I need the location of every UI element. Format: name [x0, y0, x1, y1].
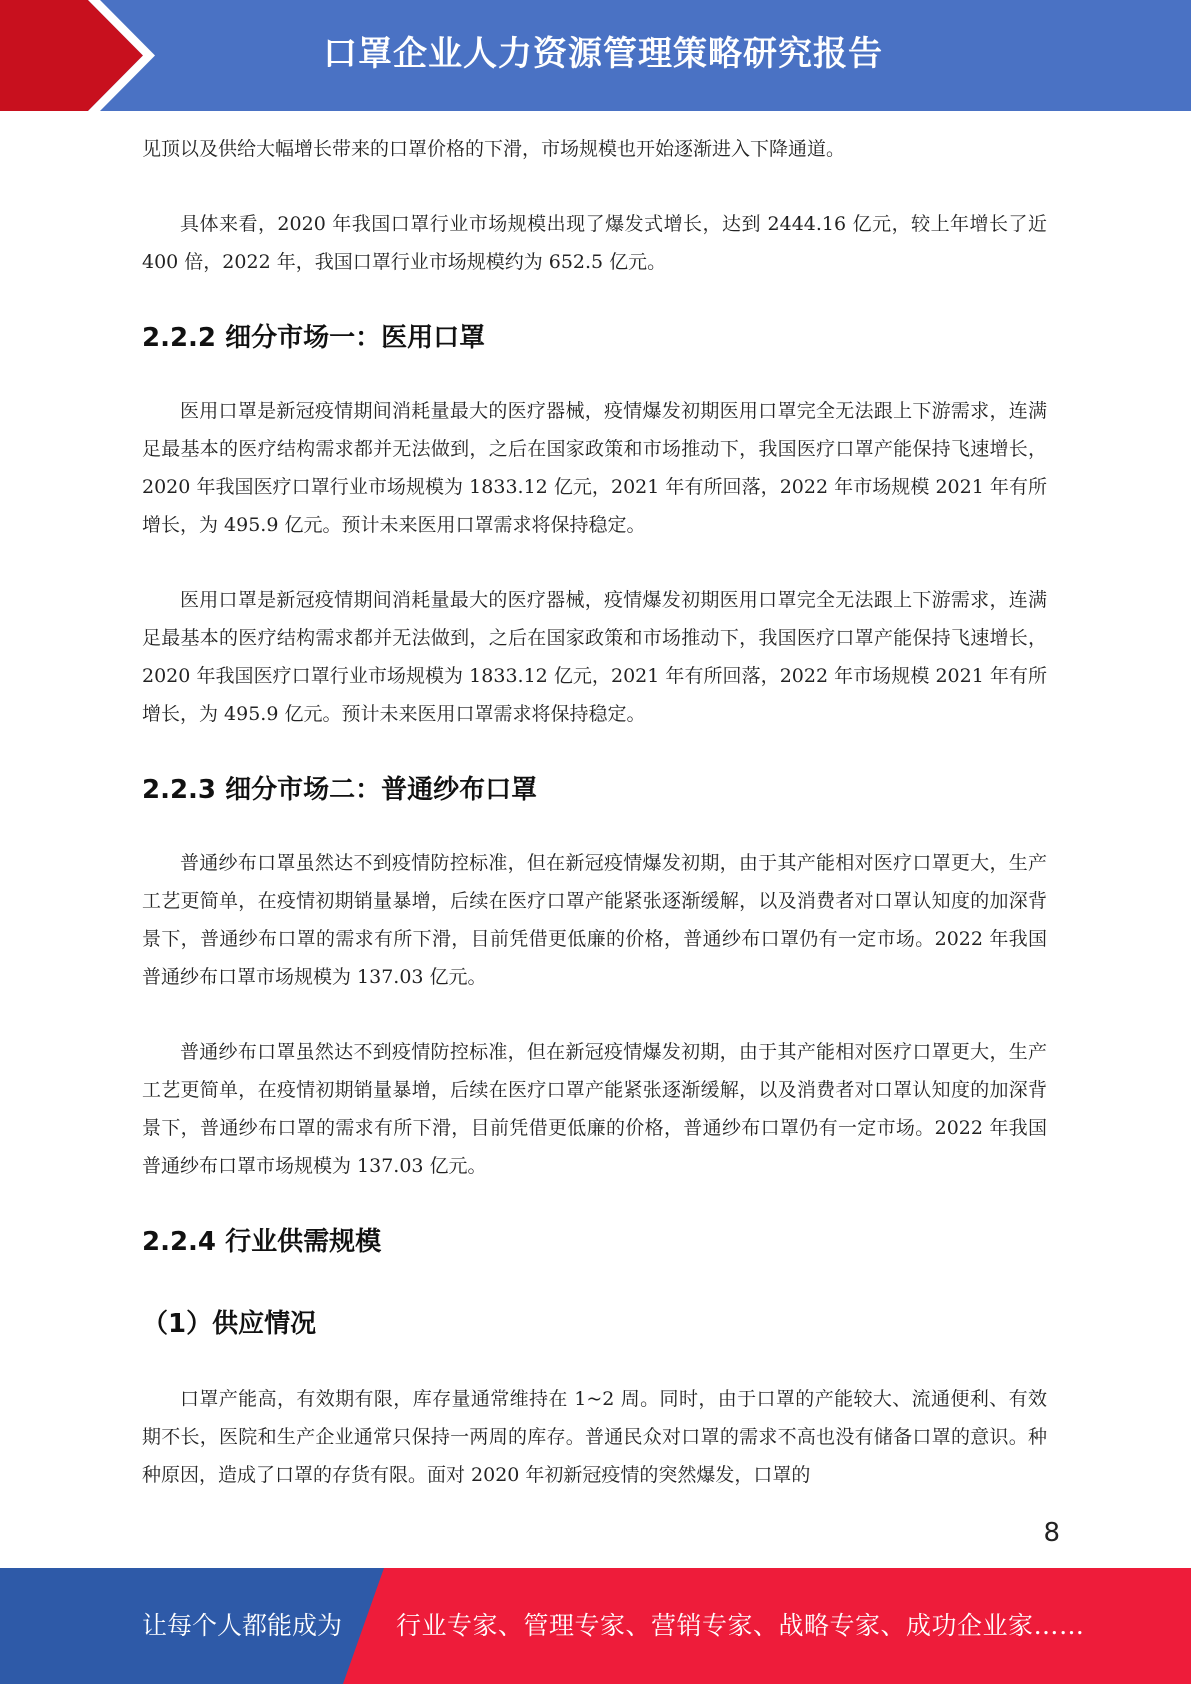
- page-number: 8: [1043, 1518, 1060, 1548]
- subsection-heading: （1）供应情况: [142, 1309, 317, 1339]
- paragraph: 口罩产能高，有效期有限，库存量通常维持在 1~2 周。同时，由于口罩的产能较大、流通便利、有效期不长，医院和生产企业通常只保持一两周的库存。普通民众对口罩的需求不高也没有储备口罩的意识。种种原因，造成了口罩的存货有限。面对 2020 年初新冠疫情的突然爆发，口罩的: [142, 1388, 1047, 1486]
- report-title: 口罩企业人力资源管理策略研究报告: [323, 34, 883, 74]
- section-heading: 2.2.2 细分市场一：医用口罩: [142, 323, 486, 353]
- paragraph: 医用口罩是新冠疫情期间消耗量最大的医疗器械，疫情爆发初期医用口罩完全无法跟上下游需求，连满足最基本的医疗结构需求都并无法做到，之后在国家政策和市场推动下，我国医疗口罩产能保持飞速增长，2020 年我国医疗口罩行业市场规模为 1833.12 亿元，2021 年有所回落，2022 年市场规模 2021 年有所增长，为 495.9 亿元。预计未来医用口罩需求将保持稳定。: [142, 589, 1047, 725]
- section-heading: 2.2.4 行业供需规模: [142, 1227, 382, 1257]
- page-content: [142, 130, 1047, 1494]
- paragraph: 医用口罩是新冠疫情期间消耗量最大的医疗器械，疫情爆发初期医用口罩完全无法跟上下游需求，连满足最基本的医疗结构需求都并无法做到，之后在国家政策和市场推动下，我国医疗口罩产能保持飞速增长，2020 年我国医疗口罩行业市场规模为 1833.12 亿元，2021 年有所回落，2022 年市场规模 2021 年有所增长，为 495.9 亿元。预计未来医用口罩需求将保持稳定。: [142, 400, 1047, 536]
- page-header: [0, 0, 1191, 111]
- page-footer: [0, 1568, 1191, 1684]
- paragraph: 普通纱布口罩虽然达不到疫情防控标准，但在新冠疫情爆发初期，由于其产能相对医疗口罩更大，生产工艺更简单，在疫情初期销量暴增，后续在医疗口罩产能紧张逐渐缓解，以及消费者对口罩认知度的加深背景下，普通纱布口罩的需求有所下滑，目前凭借更低廉的价格，普通纱布口罩仍有一定市场。2022 年我国普通纱布口罩市场规模为 137.03 亿元。: [142, 1041, 1047, 1177]
- paragraph: 见顶以及供给大幅增长带来的口罩价格的下滑，市场规模也开始逐渐进入下降通道。: [142, 138, 846, 160]
- footer-slogan-left: 让每个人都能成为: [142, 1611, 343, 1640]
- paragraph: 普通纱布口罩虽然达不到疫情防控标准，但在新冠疫情爆发初期，由于其产能相对医疗口罩更大，生产工艺更简单，在疫情初期销量暴增，后续在医疗口罩产能紧张逐渐缓解，以及消费者对口罩认知度的加深背景下，普通纱布口罩的需求有所下滑，目前凭借更低廉的价格，普通纱布口罩仍有一定市场。2022 年我国普通纱布口罩市场规模为 137.03 亿元。: [142, 852, 1047, 988]
- footer-slogan-right: 行业专家、管理专家、营销专家、战略专家、成功企业家……: [396, 1611, 1085, 1640]
- paragraph: 具体来看，2020 年我国口罩行业市场规模出现了爆发式增长，达到 2444.16 亿元，较上年增长了近 400 倍，2022 年，我国口罩行业市场规模约为 652.5 亿元。: [142, 213, 1047, 273]
- section-heading: 2.2.3 细分市场二：普通纱布口罩: [142, 775, 538, 805]
